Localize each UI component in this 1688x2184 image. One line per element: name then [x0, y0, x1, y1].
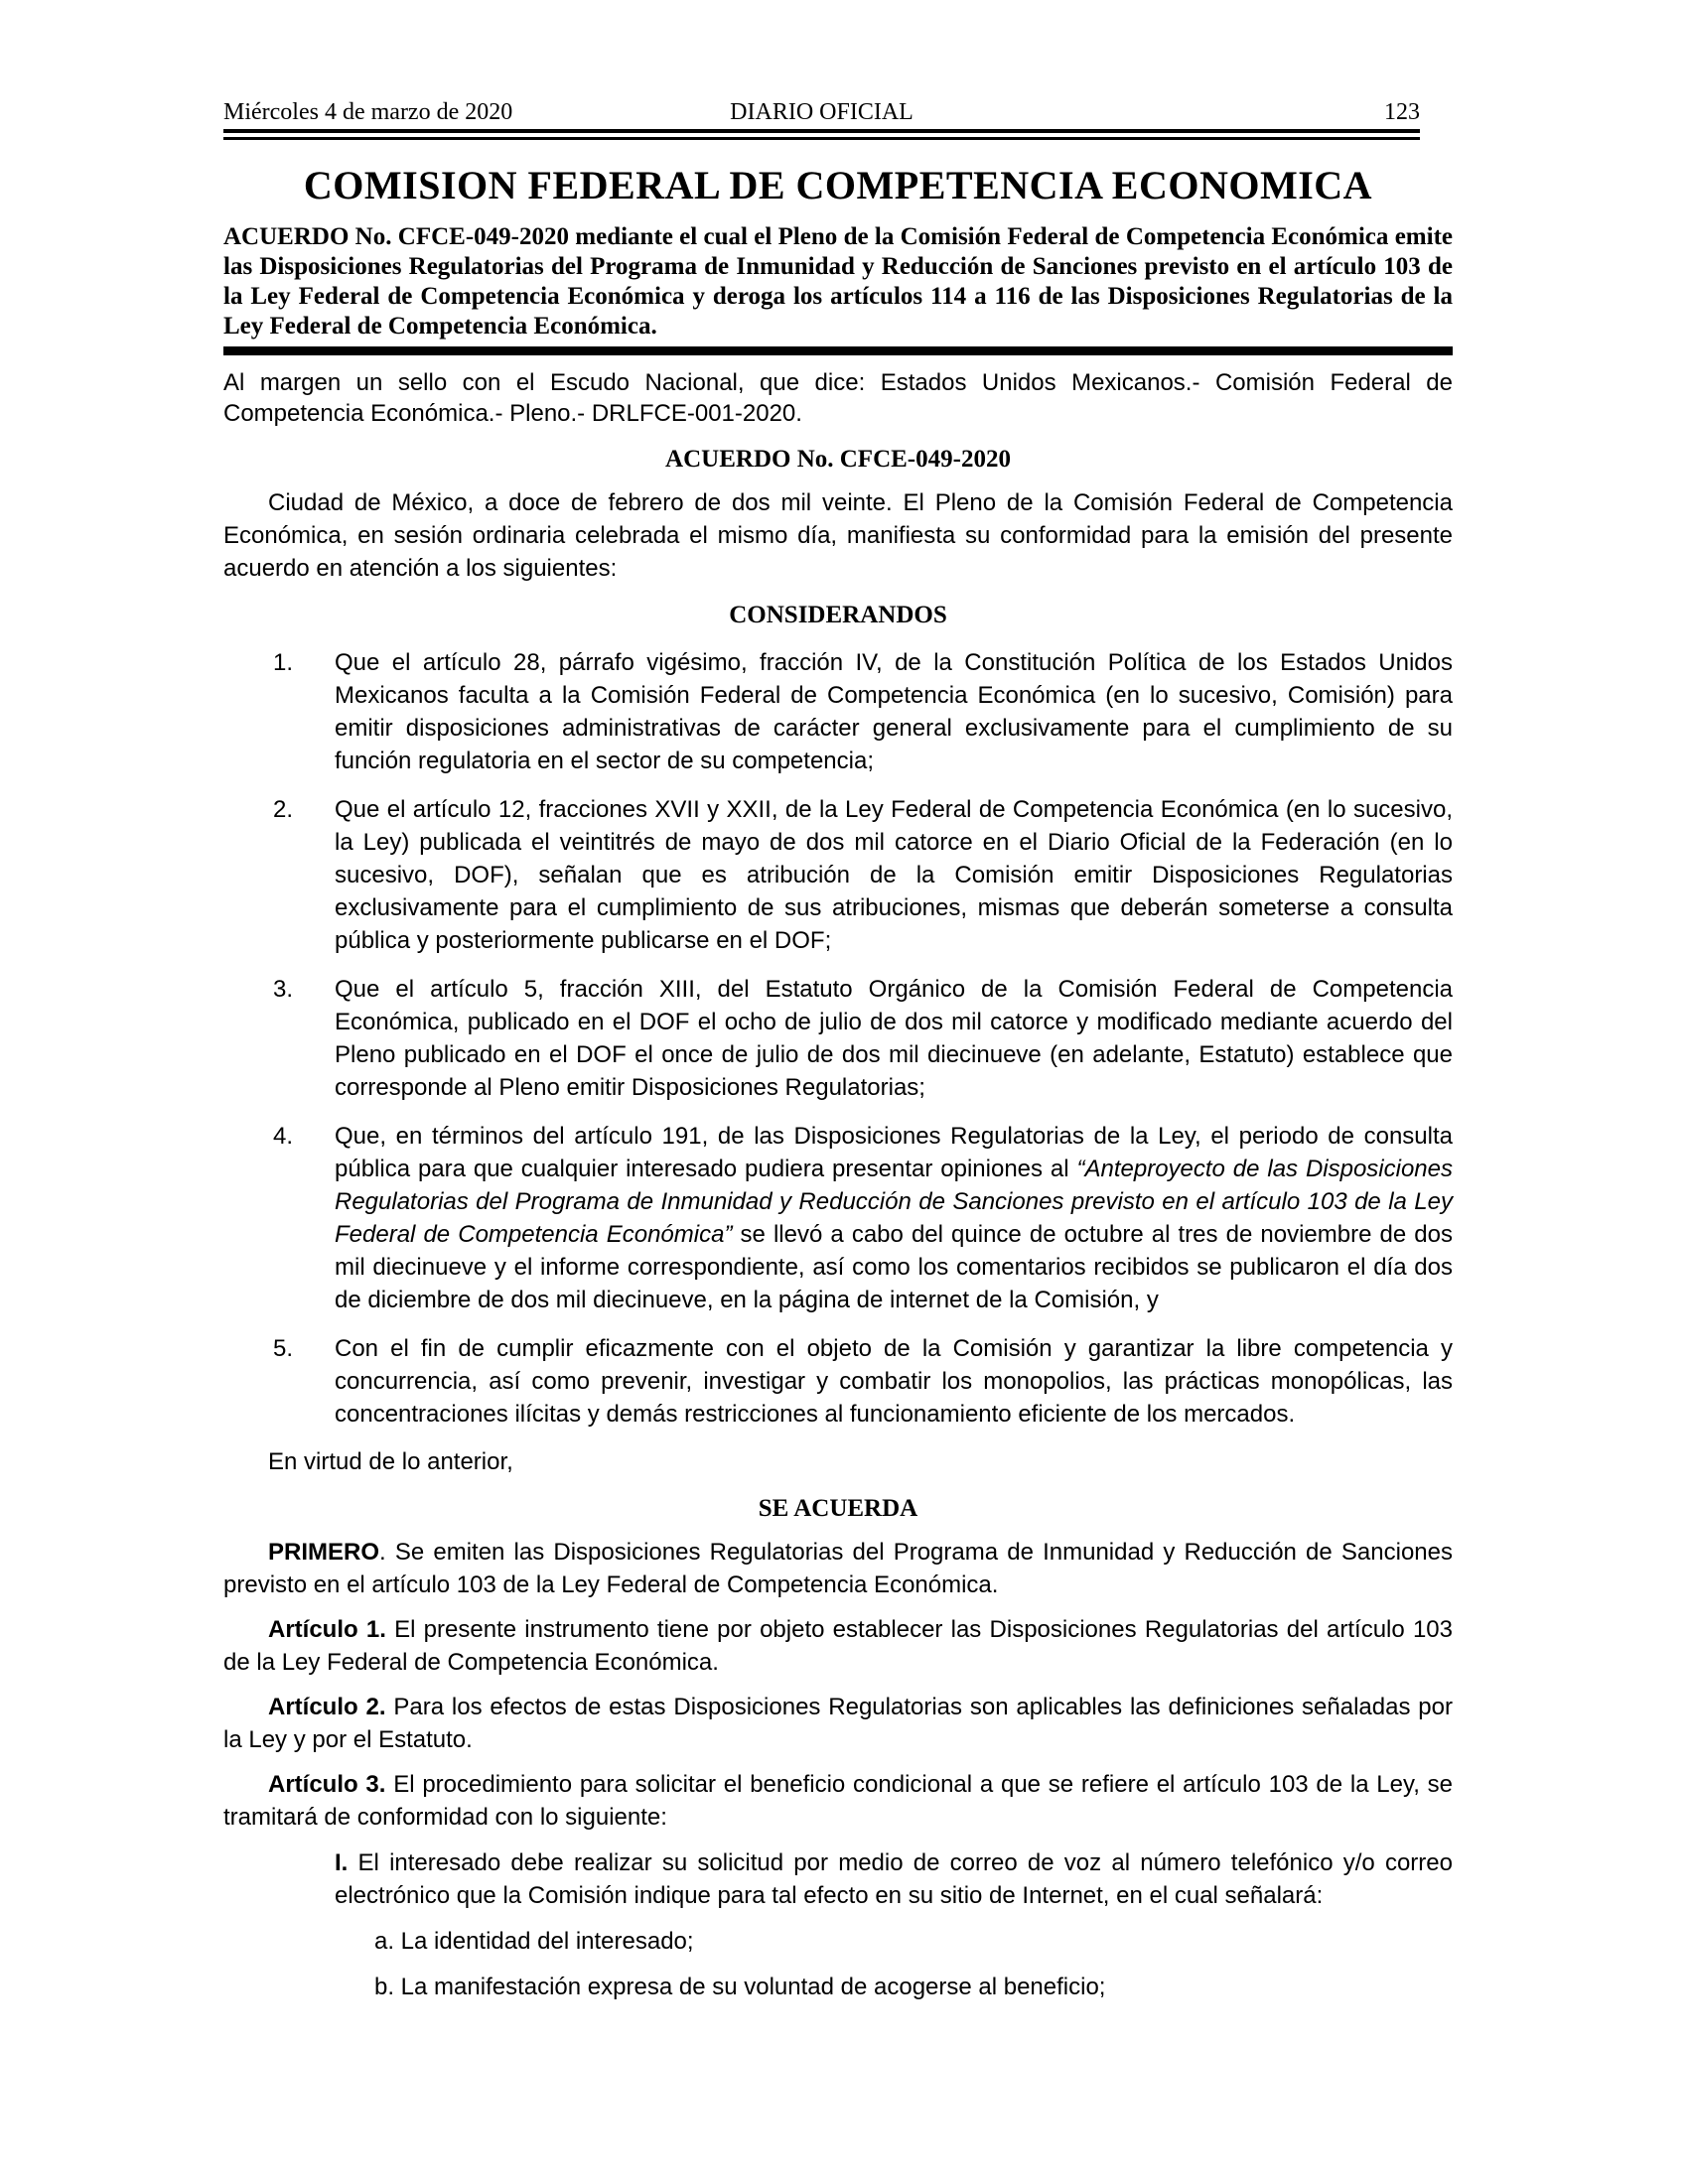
- considerando-text: Que el artículo 5, fracción XIII, del Estatuto Orgánico de la Comisión Federal de Competencia Económica, publicado en el DOF el ocho de julio de dos mil catorce y modificado mediante acuerdo del Pleno publicado en el DOF el once de julio de dos mil diecinueve (en adelante, Estatuto) establece que corresponde al Pleno emitir Disposiciones Regulatorias;: [335, 976, 1453, 1101]
- al-margen-paragraph: Al margen un sello con el Escudo Nacional, que dice: Estados Unidos Mexicanos.- Comisión Federal de Competencia Económica.- Pleno.- DRLFCE-001-2020.: [223, 369, 1453, 427]
- resolution-paragraph: Artículo 2. Para los efectos de estas Disposiciones Regulatorias son aplicables las definiciones señaladas por la Ley y por el Estatuto.: [223, 1694, 1453, 1753]
- header-page-number: 123: [1384, 99, 1420, 125]
- se-acuerda-heading: SE ACUERDA: [758, 1495, 918, 1522]
- section-divider: [223, 346, 1453, 355]
- considerando-text: Que el artículo 12, fracciones XVII y XXII, de la Ley Federal de Competencia Económica (en lo sucesivo, la Ley) publicada el veintitrés de mayo de dos mil catorce en el Diario Oficial de la Federación (en lo sucesivo, DOF), señalan que es atribución de la Comisión emitir Disposiciones Regulatorias exclusivamente para el cumplimiento de sus atribuciones, mismas que deberán someterse a consulta pública y posteriormente publicarse en el DOF;: [335, 796, 1453, 954]
- fractions-section: [223, 1846, 1453, 2003]
- decree-summary: ACUERDO No. CFCE-049-2020 mediante el cual el Pleno de la Comisión Federal de Competencia Económica emite las Disposiciones Regulatorias del Programa de Inmunidad y Reducción de Sanciones previsto en el artículo 103 de la Ley Federal de Competencia Económica y deroga los artículos 114 a 116 de las Disposiciones Regulatorias de la Ley Federal de Competencia Económica.: [223, 223, 1453, 340]
- considerandos-heading: CONSIDERANDOS: [729, 602, 947, 628]
- considerando-number: 4.: [273, 1123, 294, 1150]
- acuerdo-number-heading: ACUERDO No. CFCE-049-2020: [665, 446, 1011, 473]
- considerando-item: [223, 1332, 1453, 1431]
- page-title: COMISION FEDERAL DE COMPETENCIA ECONOMICA: [303, 163, 1373, 207]
- considerando-item: [223, 973, 1453, 1104]
- resolution-paragraph: PRIMERO. Se emiten las Disposiciones Regulatorias del Programa de Inmunidad y Reducción de Sanciones previsto en el artículo 103 de la Ley Federal de Competencia Económica.: [223, 1539, 1453, 1598]
- page-header: [223, 99, 1420, 125]
- considerando-number: 5.: [273, 1335, 294, 1362]
- considerando-number: 1.: [273, 649, 294, 676]
- header-date: Miércoles 4 de marzo de 2020: [223, 99, 513, 125]
- considerandos-list: [223, 646, 1453, 1431]
- header-publication: DIARIO OFICIAL: [730, 99, 914, 125]
- fraction-paragraph: I. El interesado debe realizar su solicitud por medio de correo de voz al número telefónico y/o correo electrónico que la Comisión indique para tal efecto en su sitio de Internet, en el cual señalará:: [335, 1849, 1453, 1909]
- closing-transition: En virtud de lo anterior,: [268, 1448, 513, 1475]
- resolutions-section: [223, 1536, 1453, 1834]
- considerando-item: [223, 793, 1453, 957]
- document-content: [223, 99, 1453, 2003]
- considerando-text: Que, en términos del artículo 191, de las Disposiciones Regulatorias de la Ley, el periodo de consulta pública para que cualquier interesado pudiera presentar opiniones al “Anteproyecto de las Disposiciones Regulatorias del Programa de Inmunidad y Reducción de Sanciones previsto en el artículo 103 de la Ley Federal de Competencia Económica” se llevó a cabo del quince de octubre al tres de noviembre de dos mil diecinueve y el informe correspondiente, así como los comentarios recibidos se publicaron el día dos de diciembre de dos mil diecinueve, en la página de internet de la Comisión, y: [335, 1123, 1454, 1313]
- resolution-paragraph: Artículo 1. El presente instrumento tiene por objeto establecer las Disposiciones Regulatorias del artículo 103 de la Ley Federal de Competencia Económica.: [223, 1616, 1453, 1676]
- inciso-paragraph: b. La manifestación expresa de su voluntad de acogerse al beneficio;: [374, 1974, 1106, 2000]
- considerando-number: 2.: [273, 796, 294, 823]
- inciso-paragraph: a. La identidad del interesado;: [374, 1928, 694, 1955]
- considerando-number: 3.: [273, 976, 294, 1003]
- header-rule: [223, 129, 1420, 140]
- considerando-text: Que el artículo 28, párrafo vigésimo, fracción IV, de la Constitución Política de los Estados Unidos Mexicanos faculta a la Comisión Federal de Competencia Económica (en lo sucesivo, Comisión) para emitir disposiciones administrativas de carácter general exclusivamente para el cumplimiento de su función regulatoria en el sector de su competencia;: [335, 649, 1453, 774]
- considerando-text: Con el fin de cumplir eficazmente con el objeto de la Comisión y garantizar la libre competencia y concurrencia, así como prevenir, investigar y combatir los monopolios, las prácticas monopólicas, las concentraciones ilícitas y demás restricciones al funcionamiento eficiente de los mercados.: [335, 1335, 1453, 1428]
- considerando-item: [223, 1120, 1453, 1316]
- intro-paragraph: Ciudad de México, a doce de febrero de dos mil veinte. El Pleno de la Comisión Federal de Competencia Económica, en sesión ordinaria celebrada el mismo día, manifiesta su conformidad para la emisión del presente acuerdo en atención a los siguientes:: [223, 489, 1453, 582]
- resolution-paragraph: Artículo 3. El procedimiento para solicitar el beneficio condicional a que se refiere el artículo 103 de la Ley, se tramitará de conformidad con lo siguiente:: [223, 1771, 1453, 1831]
- considerando-item: [223, 646, 1453, 777]
